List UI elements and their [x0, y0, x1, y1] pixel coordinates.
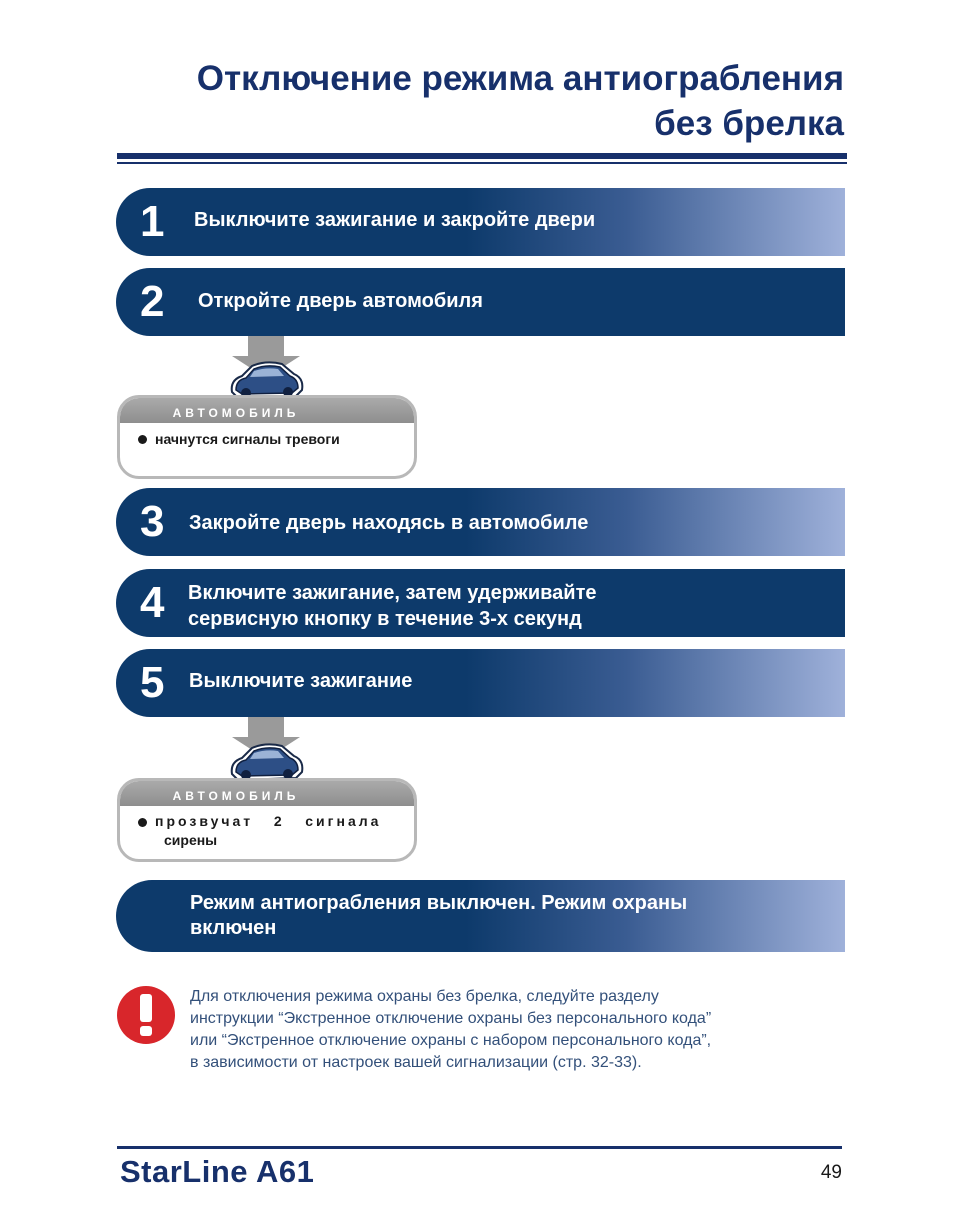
step-4: [116, 569, 845, 637]
step-2: [116, 268, 845, 336]
note-line: или “Экстренное отключение охраны с набором персонального кода”,: [190, 1032, 712, 1049]
note-line: Для отключения режима охраны без брелка, следуйте разделу: [190, 988, 659, 1005]
bullet-icon: [138, 818, 147, 827]
car-status-label: АВТОМОБИЛЬ: [172, 406, 300, 420]
step-text-line-2: сервисную кнопку в течение 3-х секунд: [188, 608, 582, 630]
note-line: инструкции “Экстренное отключение охраны без персонального кода”: [190, 1010, 712, 1027]
car-status-text-line-1: прозвучат 2 сигнала: [155, 813, 382, 829]
step-text: Выключите зажигание: [189, 670, 413, 692]
step-1: [116, 188, 845, 256]
brand-name: StarLine A61: [120, 1154, 315, 1189]
car-status-box: [117, 778, 417, 862]
car-status-box: [117, 395, 417, 479]
title-rule: [117, 153, 847, 159]
car-status-label: АВТОМОБИЛЬ: [172, 789, 300, 803]
title-rule-thin: [117, 162, 847, 164]
page-title-line-1: Отключение режима антиограбления: [196, 59, 844, 98]
step-text: Закройте дверь находясь в автомобиле: [189, 512, 589, 534]
step-text: Откройте дверь автомобиля: [198, 290, 483, 312]
page-title-line-2: без брелка: [654, 104, 844, 143]
step-text: Выключите зажигание и закройте двери: [194, 209, 596, 231]
page-title: [197, 56, 844, 146]
step-text-line-1: Включите зажигание, затем удерживайте: [188, 582, 597, 604]
step-number: 5: [140, 658, 165, 707]
step-number: 1: [140, 197, 165, 246]
result-banner: [116, 880, 845, 952]
step-5: [116, 649, 845, 717]
result-text-line-2: включен: [190, 917, 277, 939]
exclamation-icon: [117, 986, 175, 1044]
step-number: 4: [140, 578, 165, 627]
step-3: [116, 488, 845, 556]
car-status-text: начнутся сигналы тревоги: [155, 431, 340, 447]
footer-rule: [117, 1146, 842, 1149]
result-text-line-1: Режим антиограбления выключен. Режим охраны: [190, 892, 688, 914]
page-number: 49: [820, 1162, 842, 1183]
car-status-text-line-2: сирены: [164, 832, 218, 848]
bullet-icon: [138, 435, 147, 444]
step-number: 2: [140, 277, 165, 326]
step-number: 3: [140, 497, 165, 546]
note-line: в зависимости от настроек вашей сигнализации (стр. 32-33).: [190, 1054, 642, 1071]
note-text: [190, 986, 850, 1074]
